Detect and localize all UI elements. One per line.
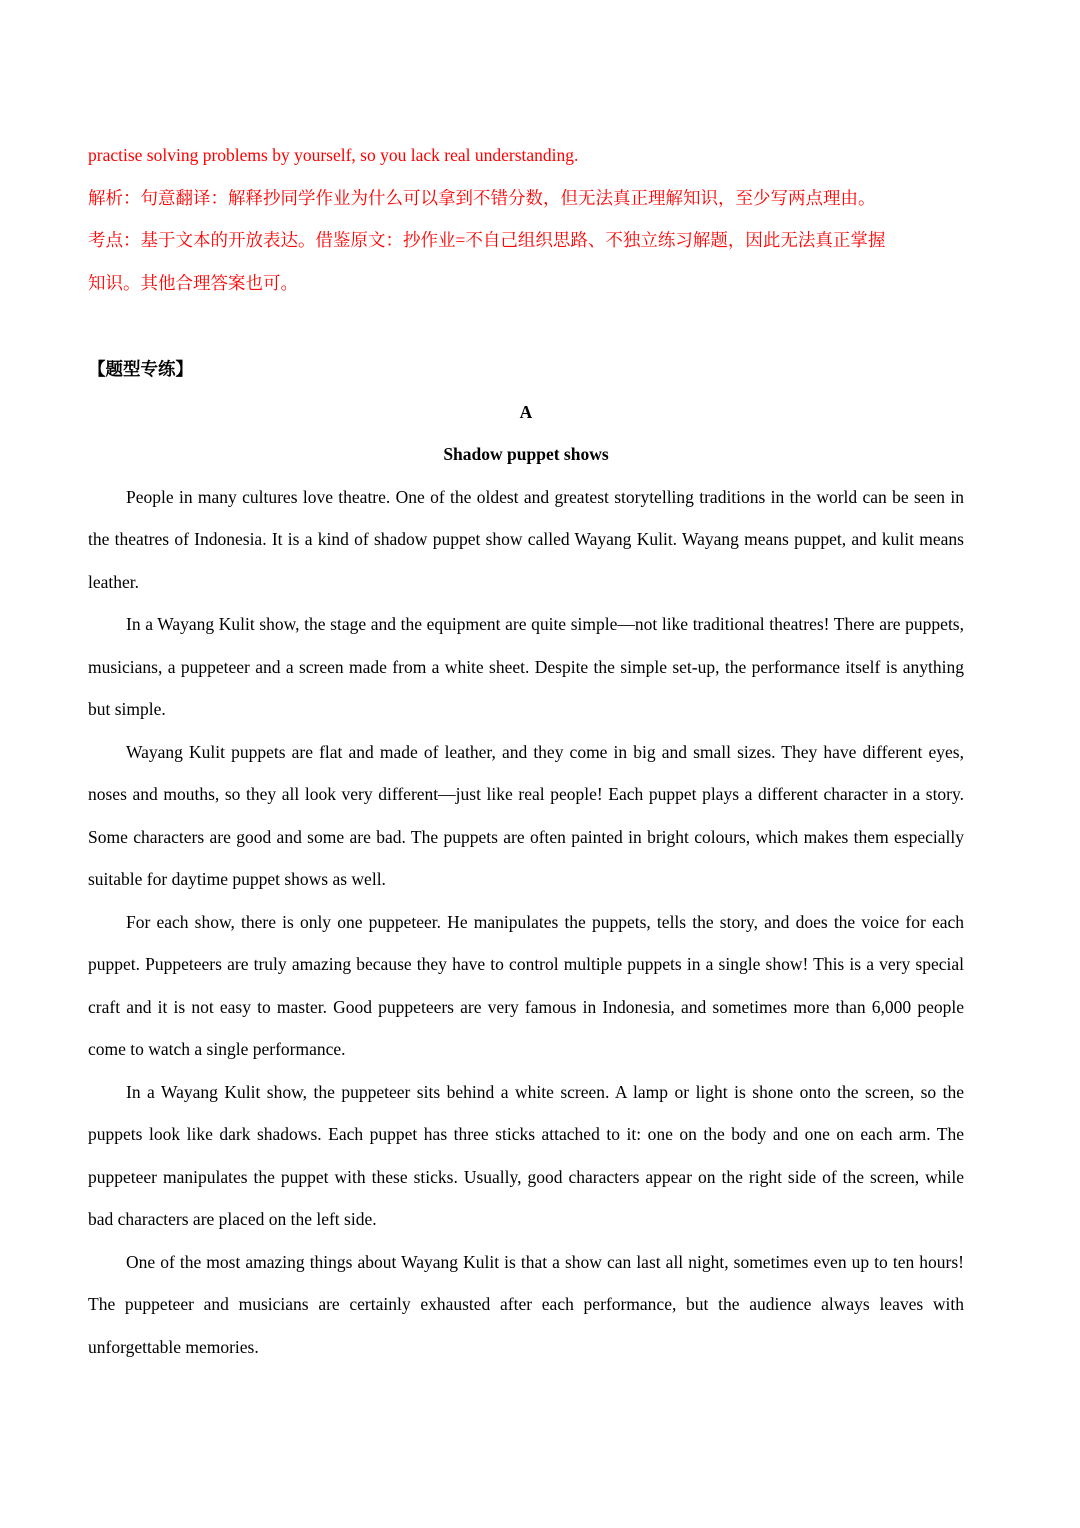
passage-body — [88, 476, 964, 1369]
passage-paragraph-4: For each show, there is only one puppeteer. He manipulates the puppets, tells the story, and does the voice for each puppet. Puppeteers are truly amazing because they have to control multiple puppets in a single show! This is a very special craft and it is not easy to master. Good puppeteers are very famous in Indonesia, and sometimes more than 6,000 people come to watch a single performance. — [88, 911, 964, 1059]
answer-point-line-1: 考点：基于文本的开放表达。借鉴原文：抄作业=不自己组织思路、不独立练习解题，因此无法真正掌握 — [88, 230, 886, 250]
answer-analysis: 解析：句意翻译：解释抄同学作业为什么可以拿到不错分数，但无法真正理解知识，至少写两点理由。 — [88, 187, 876, 208]
section-heading: 【题型专练】 — [88, 359, 193, 379]
passage-label: A — [519, 401, 533, 422]
passage-paragraph-1: People in many cultures love theatre. One of the oldest and greatest storytelling traditions in the world can be seen in the theatres of Indonesia. It is a kind of shadow puppet show called Wayang Kulit. Wayang means puppet, and kulit means leather. — [88, 486, 964, 592]
answer-tail-line: practise solving problems by yourself, so you lack real understanding. — [88, 145, 579, 165]
passage-paragraph-2: In a Wayang Kulit show, the stage and the equipment are quite simple—not like traditional theatres! There are puppets, musicians, a puppeteer and a screen made from a white sheet. Despite the simple set-up, the performance itself is anything but simple. — [88, 614, 964, 719]
answer-point-line-2: 知识。其他合理答案也可。 — [88, 272, 298, 293]
passage-paragraph-3: Wayang Kulit puppets are flat and made of leather, and they come in big and small sizes. They have different eyes, noses and mouths, so they all look very different—just like real people! Each puppet plays a different character in a story. Some characters are good and some are bad. The puppets are often painted in bright colours, which makes them especially suitable for daytime puppet shows as well. — [88, 741, 964, 889]
passage-title: Shadow puppet shows — [443, 444, 609, 464]
passage-paragraph-5: In a Wayang Kulit show, the puppeteer sits behind a white screen. A lamp or light is shone onto the screen, so the puppets look like dark shadows. Each puppet has three sticks attached to it: one on the body and one on each arm. The puppeteer manipulates the puppet with these sticks. Usually, good characters appear on the right side of the screen, while bad characters are placed on the left side. — [88, 1081, 964, 1229]
document-page — [88, 134, 964, 1368]
passage-paragraph-6: One of the most amazing things about Wayang Kulit is that a show can last all night, sometimes even up to ten hours! The puppeteer and musicians are certainly exhausted after each performance, but the audience always leaves with unforgettable memories. — [88, 1251, 964, 1357]
